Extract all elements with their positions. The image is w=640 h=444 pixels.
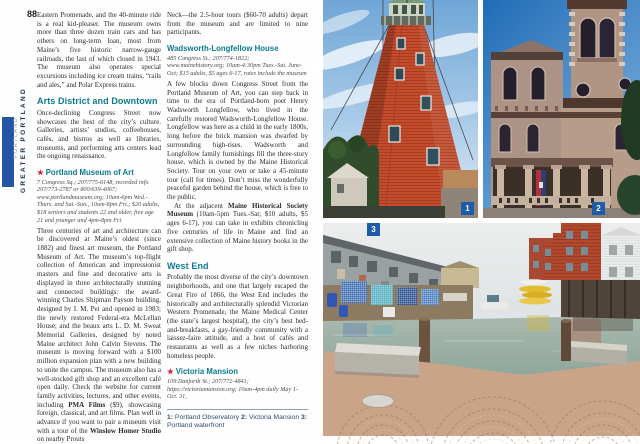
paragraph-west-end: Probably the most diverse of the city’s downtown neighborhoods, and one that largely escaped the Great Fire of 1866, the West End includes the historically and architecturally splendid Victorian Western Promenade, the Maine Medical Center (the state’s largest hospital), the city’s best bed-and-breakfasts, a gay-friendly community with a laissez-faire attitude, and a host of cafés and restaurants as well as a few niches harboring homeless people. [167, 273, 308, 360]
listing-info-wadsworth-longfellow-house: 485 Congress St.; 207/774-1822; www.mainehistory.org; 10am-4:30pm Tues.-Sat. June-Oct; $15 adults, $5 ages 6-17, rates include the museum [167, 54, 307, 77]
heading-arts-district: Arts District and Downtown [37, 96, 158, 107]
photo-caption: 1: Portland Observatory 2: Victoria Mansion 3: Portland waterfront [167, 413, 308, 430]
granite-bench [335, 343, 421, 378]
photo-number-badge: 3 [367, 223, 380, 236]
listing-title-wadsworth-longfellow-house: Wadsworth-Longfellow House [167, 44, 279, 54]
page-number: 88 [27, 9, 38, 19]
star-icon: ★ [37, 168, 44, 178]
caption-divider [167, 409, 308, 410]
heading-west-end: West End [167, 260, 209, 271]
photo-portland-observatory [323, 0, 478, 218]
listing-title-portland-museum-of-art: ★ Portland Museum of Art [37, 168, 134, 178]
listing-title-victoria-mansion: ★ Victoria Mansion [167, 367, 238, 377]
granite-curb [571, 341, 627, 365]
photo-number-badge: 2 [592, 202, 605, 215]
paragraph-railway-museum: Eastern Promenade, and the 40-minute ride is a real kid-pleaser. The museum owns more than three dozen train cars and has others on long-term loan, most from Maine’s five historic narrow-gauge railroads, the last of which closed in 1943. The museum also operates special excursions including ice cream trains, “rails and ales,” and Polar Express trains. [37, 11, 161, 89]
text-column-left [37, 11, 161, 444]
text-column-right [167, 11, 308, 431]
paragraph-arts-district: Once-declining Congress Street now showcases the best of the city’s culture. Galleries, artists’ studios, coffeehouses, cafés, and bistros as well as libraries, museums, and performing arts centers lead the ongoing renaissance. [37, 108, 161, 161]
photo-number-badge: 1 [461, 202, 474, 215]
photo-victoria-mansion [483, 0, 640, 218]
paragraph-maine-historical-society: At the adjacent Maine Historical Society Museum (10am-5pm Tues.-Sat; $10 adults, $5 ages 6-17), you can take in exhibits chronicling five centuries of life in Maine and find an extensive collection of Maine history books in the gift shop. [167, 201, 309, 254]
paragraph-wadsworth-longfellow: A few blocks down Congress Street from the Portland Museum of Art, you can step back in time to the era of Portland-born poet Henry Wadsworth Longfellow, who lived in the carefully restored Wadsworth-Longfellow House. Longfellow was here as a child in the early 1800s, long before the brick mansion was dwarfed by surrounding high-rises. Wadsworth and Longfellow family furnishings fill the three-story house, which is owned by the Maine Historical Society. Tour on your own or take a 45-minute tour (call for times). Don’t miss the wonderfully peaceful garden behind the house, which is free to the public. [167, 79, 308, 202]
paragraph-portland-museum-of-art: Three centuries of art and architecture can be discovered at Maine’s oldest (since 1882) and finest art museum, the Portland Museum of Art. The museum’s top-flight collection of American and impressionist masters and fine and decorative arts is displayed in three architecturally stunning and connected buildings: the award-winning Charles Shipman Payson building, designed by I. M. Pei and opened in 1983; the newly restored Federal-era McLellan House; and the beaux arts L. D. M. Sweat Memorial Galleries, designed by noted Maine architect John Calvin Stevens. The museum is moving forward with a $100 million expansion plan with a new building to unite the campus. The museum also has a well-stocked gift shop and an excellent café open daily. Check the website for current family activities, lectures, and other events, including PMA Films ($9), showcasing foreign, classical, and art films. Plan well in advance if you want to pair a museum visit with a tour of the Winslow Homer Studio on nearby Prouts [37, 226, 161, 444]
seawall [561, 280, 640, 320]
listing-info-portland-museum-of-art: 7 Congress Sq.; 207/775-6148, recorded info 207/773-2787 or 800/639-4067; www.portlandmuseum.org; 10am-6pm Wed.-Thurs. and Sat.-Sun., 10am-8pm Fri.; $20 adults, $18 seniors and students 22 and older, free age 21 and younger and 4pm-8pm Fri. [37, 178, 160, 224]
section-label: PORTLAND [13, 117, 19, 159]
chapter-label: GREATER PORTLAND [20, 87, 27, 194]
star-icon: ★ [167, 367, 174, 377]
photo-portland-waterfront [323, 223, 640, 436]
paragraph-winslow-tours: Neck—the 2.5-hour tours ($60-70 adults) depart from the museum and are limited to nine participants. [167, 11, 308, 37]
mansion-tower [567, 0, 631, 103]
listing-info-victoria-mansion: 109 Danforth St.; 207/772-4841; https://victoriamansion.org; 10am-4pm daily May 1-Oct. 31, [167, 377, 298, 401]
